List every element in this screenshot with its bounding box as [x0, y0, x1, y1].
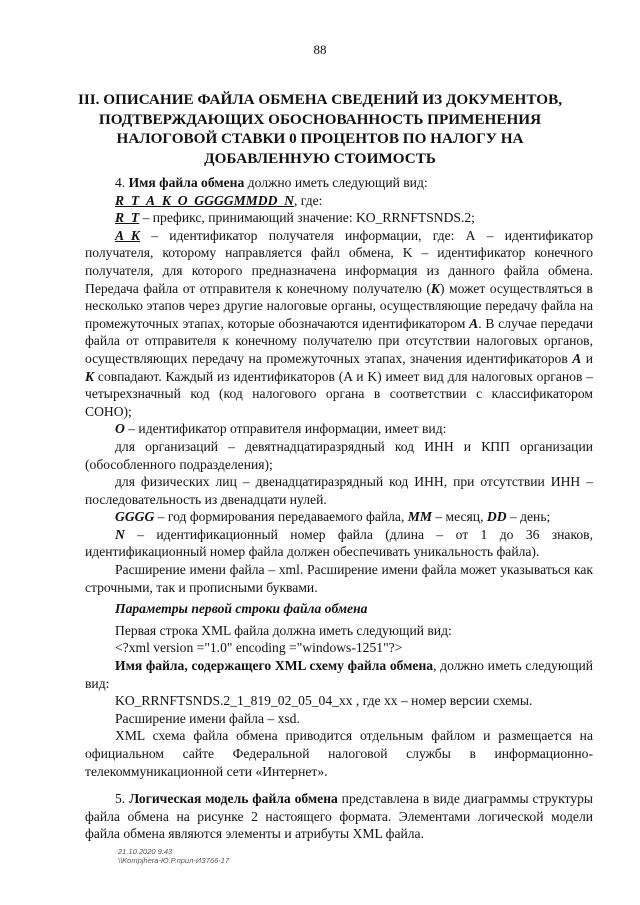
heading-line: ДОБАВЛЕННУЮ СТОИМОСТЬ: [204, 149, 436, 167]
paragraph-4: [85, 174, 593, 192]
term: Имя файла, содержащего XML схему файла обмена: [115, 658, 434, 674]
code-term: O: [115, 421, 125, 437]
heading-line: III. ОПИСАНИЕ ФАЙЛА ОБМЕНА СВЕДЕНИЙ ИЗ ДОКУМЕНТОВ,: [77, 91, 563, 108]
xml-schema-paragraph: XML схема файла обмена приводится отдельным файлом и размещается на официальном сайте Федеральной налоговой службы в информационно-телекоммуникационной сети «Интернет».: [85, 728, 593, 779]
page-number: 88: [313, 42, 327, 57]
first-line-paragraph: Первая строка XML файла должна иметь следующий вид:: [115, 622, 452, 638]
paragraph-text: – префикс, принимающий значение: KO_RRNFTSNDS.2;: [139, 210, 475, 226]
xml-declaration: <?xml version ="1.0" encoding ="windows-1251"?>: [115, 640, 403, 656]
schema-name-paragraph: [85, 657, 593, 692]
term: Имя файла обмена: [128, 175, 245, 190]
code-term: DD: [486, 509, 507, 525]
section-heading: [70, 90, 570, 168]
paragraph-text: – идентификатор получателя информации, где: А – идентификатор получателя, которому направляется файл обмена, K – идентификатор конечного получателя, для которого предназначена информация из данного файла обмена. Передача файла от отправителя к конечному получателю (: [85, 227, 593, 296]
heading-line: НАЛОГОВОЙ СТАВКИ 0 ПРОЦЕНТОВ ПО НАЛОГУ НА: [116, 130, 524, 147]
paragraph-text: , где:: [294, 192, 323, 208]
code-term: GGGG: [115, 509, 155, 525]
sender-definition: [85, 420, 593, 438]
paragraph-text: , должно иметь следующий вид:: [85, 658, 593, 691]
prefix-definition: [85, 209, 593, 227]
recipient-definition: [85, 227, 593, 421]
org-definition: для организаций – девятнадцатиразрядный код ИНН и КПП организации (обособленного подразделения);: [85, 438, 593, 472]
filename-pattern: R_T_A_K_O_GGGGMMDD_N: [115, 192, 294, 208]
date-definition: [85, 508, 593, 526]
paragraph-5: [85, 790, 593, 843]
footer-stamp: [118, 847, 229, 865]
paragraph-text: – идентификатор отправителя информации, имеет вид:: [124, 421, 447, 437]
term: Логическая модель файла обмена: [129, 791, 338, 807]
paragraph-text: – месяц,: [431, 509, 487, 525]
footer-date: 21.10.2020 9:43: [118, 847, 173, 856]
code-term: A: [469, 315, 479, 331]
paragraph-text: . В случае передачи файла от отправителя к конечному получателю при отсутствии налоговых органов, осуществляющих передачу на промежуточных этапах, значения идентификаторов: [85, 315, 593, 366]
schema-filename: KO_RRNFTSNDS.2_1_819_02_05_04_xx , где хх – номер версии схемы.: [115, 693, 533, 709]
code-term: K: [430, 280, 440, 296]
number-definition: [85, 526, 593, 561]
paragraph-text: совпадают. Каждый из идентификаторов (A и K) имеет вид для налоговых органов – четырехзначный код (код налогового органа в соответствии с классификатором СОНО);: [85, 368, 593, 419]
paragraph-text: ) может осуществляться в несколько этапов через другие налоговые органы, осуществляющие передачу файла на промежуточных этапах, которые обозначаются идентификатором: [85, 280, 593, 331]
person-definition: для физических лиц – двенадцатиразрядный код ИНН, при отсутствии ИНН – последовательность из двенадцати нулей.: [85, 474, 593, 507]
paragraph-text: представлена в виде диаграммы структуры файла обмена на рисунке 2 настоящего формата. Элементами логической модели файла обмена являются элементы и атрибуты XML файла.: [85, 791, 593, 842]
paragraph-text: – год формирования передаваемого файла,: [154, 509, 408, 525]
code-term: N: [115, 526, 125, 542]
heading-line: ПОДТВЕРЖДАЮЩИХ ОБОСНОВАННОСТЬ ПРИМЕНЕНИЯ: [98, 110, 542, 128]
paragraph-text: – день;: [506, 509, 551, 525]
schema-extension: Расширение имени файла – xsd.: [115, 710, 300, 726]
document-body: [85, 174, 593, 843]
code-term: K: [85, 368, 95, 384]
paragraph-text: должно иметь следующий вид:: [244, 175, 428, 190]
code-term: A_K: [115, 227, 140, 243]
code-term: A: [572, 350, 582, 366]
paragraph-number: 5.: [115, 791, 130, 807]
code-term: R_T: [115, 210, 140, 226]
paragraph-text: – идентификационный номер файла (длина – от 1 до 36 знаков, идентификационный номер файла должен обеспечивать уникальность файла).: [85, 526, 593, 560]
extension-paragraph: Расширение имени файла – xml. Расширение имени файла может указываться как строчными, так и прописными буквами.: [85, 562, 593, 595]
paragraph-text: и: [581, 350, 593, 366]
code-term: MM: [407, 509, 432, 525]
footer-path: \\Kompjhera-Ю.Р.прил-ИЗ766-17: [118, 856, 230, 865]
params-subheading: [85, 600, 593, 618]
subheading: Параметры первой строки файла обмена: [115, 601, 368, 617]
paragraph-number: 4.: [115, 175, 129, 190]
filename-pattern-line: [85, 192, 593, 210]
